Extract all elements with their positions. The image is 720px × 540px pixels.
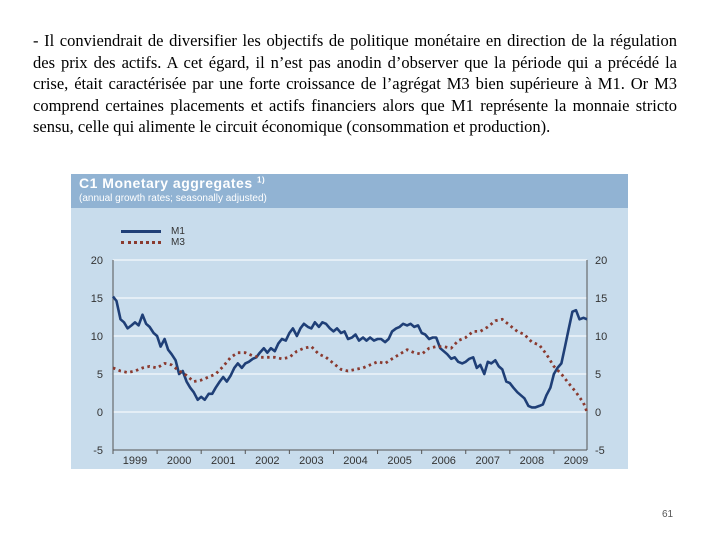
series-line-m1	[113, 297, 587, 408]
y-tick-label-right: -5	[595, 445, 605, 457]
y-tick-label-left: 0	[96, 407, 103, 419]
x-tick-label: 2001	[210, 455, 236, 467]
x-tick-label: 1999	[122, 455, 148, 467]
y-tick-label-left: -5	[93, 445, 103, 457]
chart-plot	[71, 174, 628, 469]
x-tick-label: 2004	[343, 455, 368, 467]
y-tick-label-right: 5	[595, 369, 602, 381]
y-tick-label-right: 10	[595, 331, 608, 343]
x-tick-label: 2008	[519, 455, 545, 467]
y-tick-label-right: 15	[595, 293, 608, 305]
x-tick-label: 2005	[387, 455, 412, 467]
monetary-aggregates-chart	[71, 174, 628, 469]
body-paragraph: - Il conviendrait de diversifier les objectifs de politique monétaire en direction de la régulation des prix des actifs. A cet égard, il n’est pas anodin d’observer que la période qui a précédé la crise, était caractérisée par une forte croissance de l’agrégat M3 bien supérieure à M1. Or M3 comprend certaines placements et actifs financiers alors que M1 représente la monnaie stricto sensu, celle qui alimente le circuit économique (consommation et production).	[33, 31, 677, 137]
x-tick-label: 2007	[475, 455, 501, 467]
y-tick-label-left: 15	[90, 293, 103, 305]
y-tick-label-right: 0	[595, 407, 602, 419]
x-tick-label: 2009	[563, 455, 589, 467]
series-line-m3	[113, 319, 587, 412]
legend-label-m3: M3	[171, 237, 185, 248]
chart-subtitle: (annual growth rates; seasonally adjusted)	[79, 193, 267, 204]
chart-title: C1 Monetary aggregates $^{1)}$	[79, 175, 266, 191]
y-tick-label-left: 10	[90, 331, 103, 343]
x-tick-label: 2002	[255, 455, 280, 467]
x-tick-label: 2000	[166, 455, 192, 467]
x-tick-label: 2006	[431, 455, 456, 467]
x-tick-label: 2003	[299, 455, 324, 467]
y-tick-label-left: 20	[90, 255, 103, 267]
page-number: 61	[662, 509, 674, 520]
legend-label-m1: M1	[171, 226, 185, 237]
y-tick-label-left: 5	[96, 369, 103, 381]
y-tick-label-right: 20	[595, 255, 608, 267]
chart-title-footnote: 1)	[257, 175, 266, 185]
